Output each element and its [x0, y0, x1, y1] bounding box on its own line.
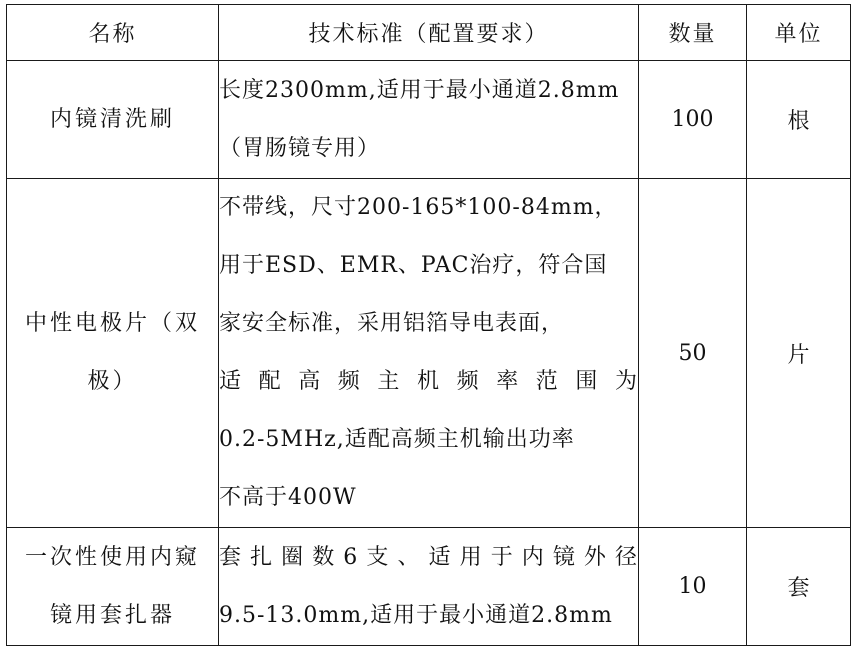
header-name: 名称	[7, 5, 219, 61]
item-unit: 根	[747, 61, 851, 179]
header-spec: 技术标准（配置要求）	[219, 5, 639, 61]
item-spec-cell	[219, 61, 639, 179]
item-unit: 片	[747, 179, 851, 528]
spec-line: 不高于400W	[219, 485, 357, 510]
spec-line: 0.2-5MHz,适配高频主机输出功率	[219, 427, 575, 452]
table-header-row	[7, 5, 851, 61]
item-qty: 100	[639, 61, 747, 179]
item-name: 中性电极片（双	[24, 311, 200, 336]
item-name: 内镜清洗刷	[49, 106, 175, 132]
spec-line: 适配高频主机频率范围为	[219, 369, 638, 394]
item-spec-cell	[219, 179, 639, 528]
item-name: 镜用套扎器	[49, 602, 175, 628]
spec-line: 用于ESD、EMR、PAC治疗，符合国	[219, 253, 608, 278]
item-name: 一次性使用内窥	[24, 544, 200, 570]
spec-line: （胃肠镜专用）	[219, 135, 381, 161]
item-name-cell	[7, 528, 219, 646]
item-qty: 10	[639, 528, 747, 646]
item-name: 极）	[87, 369, 138, 394]
spec-line: 家安全标准，采用铝箔导电表面，	[219, 311, 565, 336]
table-row	[7, 61, 851, 179]
header-qty: 数量	[639, 5, 747, 61]
table-row	[7, 179, 851, 528]
spec-line: 9.5-13.0mm,适用于最小通道2.8mm	[219, 602, 613, 628]
item-unit: 套	[747, 528, 851, 646]
procurement-spec-table	[6, 4, 851, 646]
item-qty: 50	[639, 179, 747, 528]
item-spec-cell	[219, 528, 639, 646]
spec-line: 长度2300mm,适用于最小通道2.8mm	[219, 77, 620, 103]
spec-line: 不带线，尺寸200-165*100-84mm，	[219, 195, 618, 220]
spec-line: 套扎圈数6支、适用于内镜外径	[219, 544, 638, 570]
item-name-cell	[7, 61, 219, 179]
item-name-cell	[7, 179, 219, 528]
table-row	[7, 528, 851, 646]
header-unit: 单位	[747, 5, 851, 61]
